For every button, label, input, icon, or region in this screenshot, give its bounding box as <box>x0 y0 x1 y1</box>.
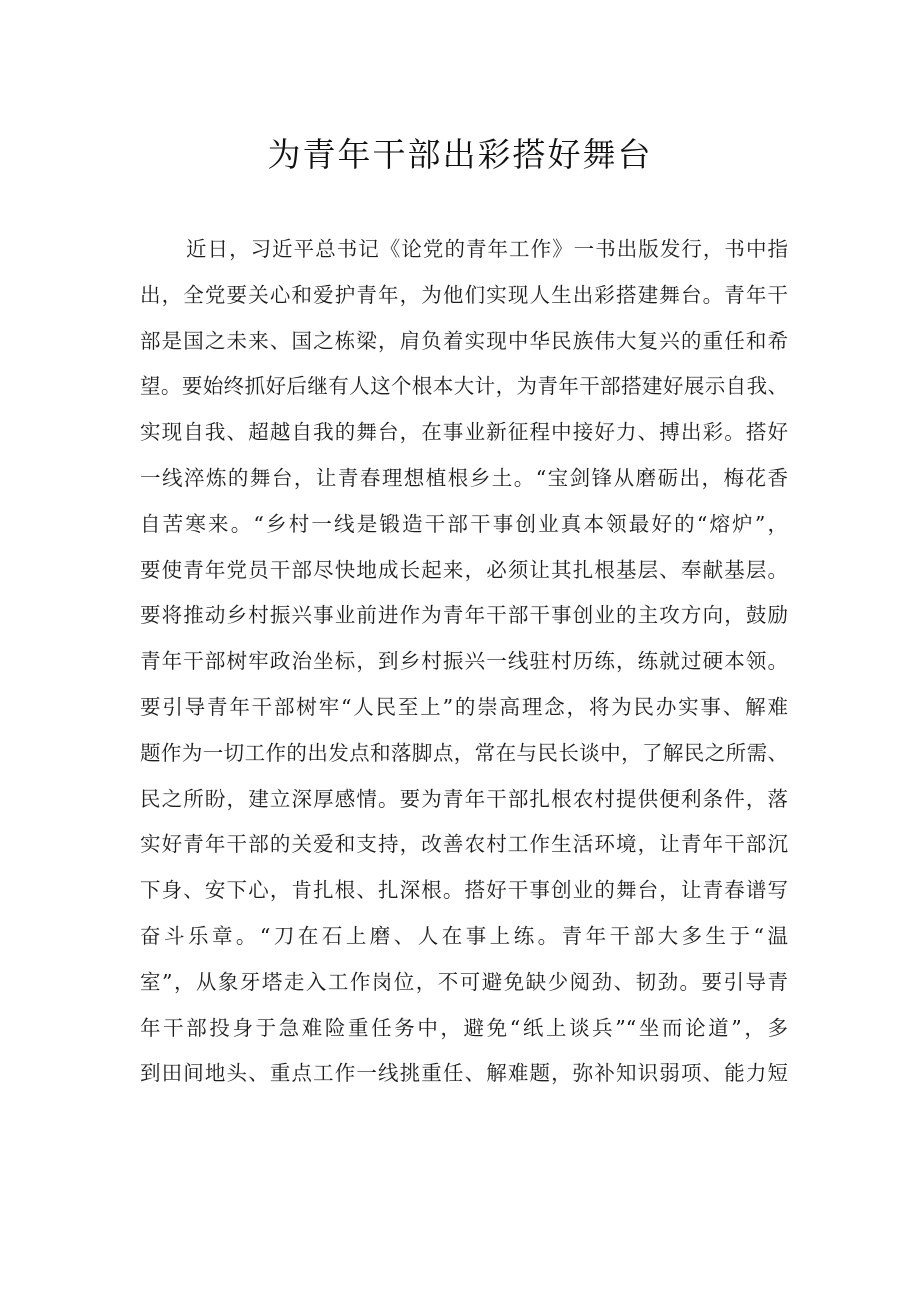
body-line: 青年干部树牢政治坐标，到乡村振兴一线驻村历练，练就过硬本领。 <box>140 649 788 674</box>
body-line: 到田间地头、重点工作一线挑重任、解难题，弥补知识弱项、能力短 <box>140 1061 788 1086</box>
document-title: 为青年干部出彩搭好舞台 <box>267 135 653 174</box>
body-line: 年干部投身于急难险重任务中，避免“纸上谈兵”“坐而论道”，多 <box>140 1015 788 1040</box>
body-line: 题作为一切工作的出发点和落脚点，常在与民长谈中，了解民之所需、 <box>140 740 788 765</box>
body-line: 望。要始终抓好后继有人这个根本大计，为青年干部搭建好展示自我、 <box>140 374 788 399</box>
body-line: 实现自我、超越自我的舞台，在事业新征程中接好力、搏出彩。搭好 <box>140 420 788 445</box>
body-line: 要将推动乡村振兴事业前进作为青年干部干事创业的主攻方向，鼓励 <box>140 603 788 628</box>
body-line: 自苦寒来。“乡村一线是锻造干部干事创业真本领最好的“熔炉”， <box>140 511 788 536</box>
body-line: 民之所盼，建立深厚感情。要为青年干部扎根农村提供便利条件，落 <box>140 786 788 811</box>
body-line: 近日，习近平总书记《论党的青年工作》一书出版发行，书中指 <box>186 237 788 261</box>
body-line: 实好青年干部的关爱和支持，改善农村工作生活环境，让青年干部沉 <box>140 832 788 857</box>
body-line: 奋斗乐章。“刀在石上磨、人在事上练。青年干部大多生于“温 <box>140 923 788 948</box>
body-line: 部是国之未来、国之栋梁，肩负着实现中华民族伟大复兴的重任和希 <box>140 328 788 353</box>
body-line: 要使青年党员干部尽快地成长起来，必须让其扎根基层、奉献基层。 <box>140 557 788 582</box>
body-line: 室”，从象牙塔走入工作岗位，不可避免缺少阅劲、韧劲。要引导青 <box>140 969 788 994</box>
body-line: 要引导青年干部树牢“人民至上”的崇高理念，将为民办实事、解难 <box>140 694 788 719</box>
body-line: 下身、安下心，肯扎根、扎深根。搭好干事创业的舞台，让青春谱写 <box>140 878 788 903</box>
body-line: 出，全党要关心和爱护青年，为他们实现人生出彩搭建舞台。青年干 <box>140 282 788 307</box>
document-body <box>140 227 788 1097</box>
body-line: 一线淬炼的舞台，让青春理想植根乡土。“宝剑锋从磨砺出，梅花香 <box>140 465 788 490</box>
